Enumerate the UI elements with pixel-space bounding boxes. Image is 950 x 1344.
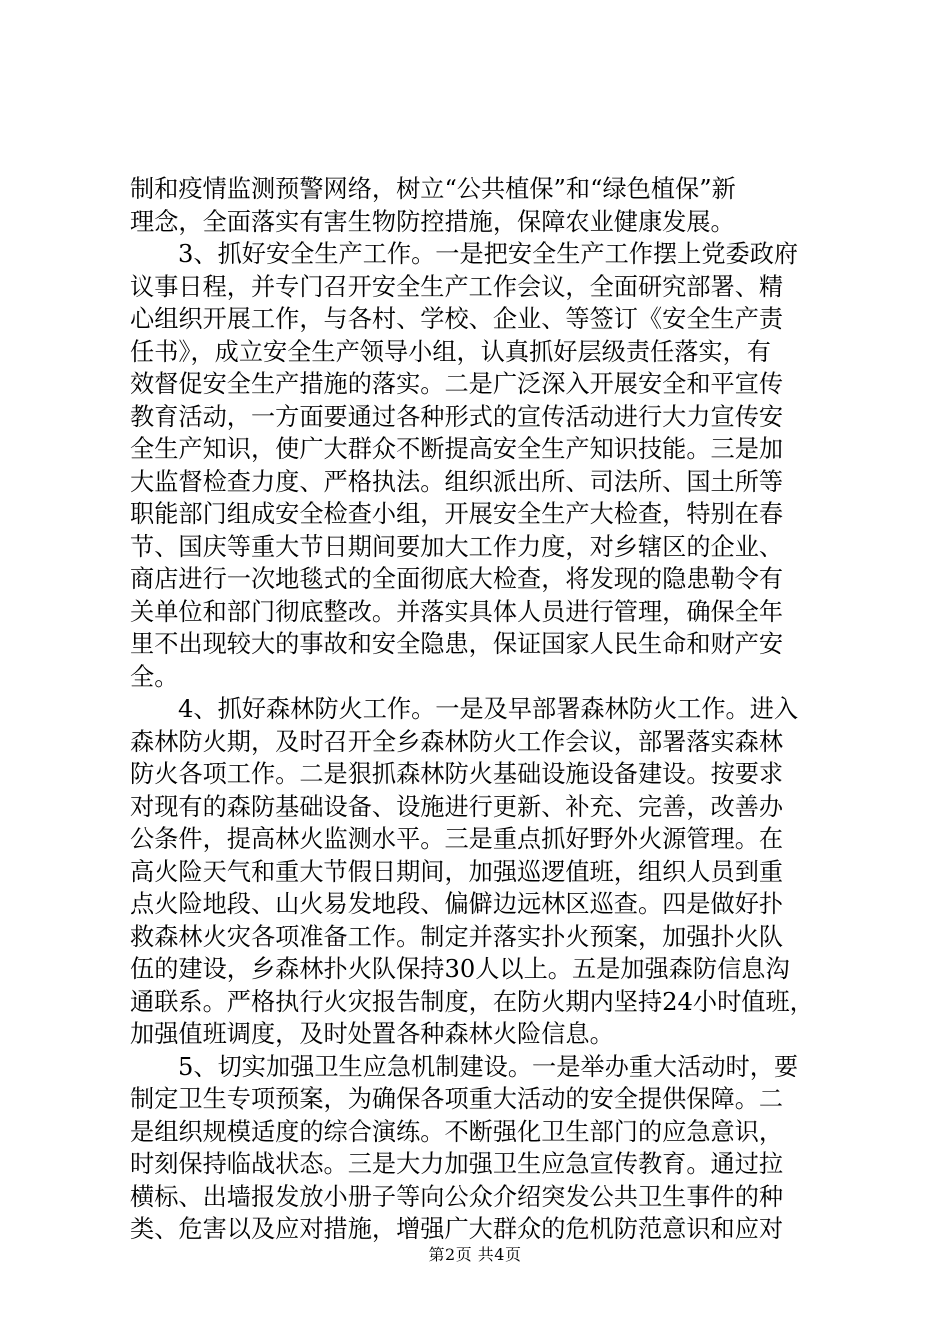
text-line: 效督促安全生产措施的落实。二是广泛深入开展安全和平宣传 [130, 370, 784, 398]
text-line: 防火各项工作。二是狠抓森林防火基础设施设备建设。按要求 [130, 760, 784, 788]
text-line: 教育活动，一方面要通过各种形式的宣传活动进行大力宣传安 [130, 402, 784, 431]
text-line: 加强值班调度，及时处置各种森林火险信息。 [130, 1020, 614, 1048]
text-line: 类、危害以及应对措施，增强广大群众的危机防范意识和应对 [130, 1215, 784, 1243]
text-line: 伍的建设，乡森林扑火队保持30人以上。五是加强森防信息沟 [130, 955, 790, 983]
text-line: 制和疫情监测预警网络，树立“公共植保”和“绿色植保”新 [130, 175, 736, 203]
text-line: 大监督检查力度、严格执法。组织派出所、司法所、国土所等 [130, 467, 784, 496]
page-number-footer: 第2页 共4页 [428, 1245, 522, 1264]
text-line: 议事日程，并专门召开安全生产工作会议，全面研究部署、精 [130, 272, 784, 301]
text-line: 理念，全面落实有害生物防控措施，保障农业健康发展。 [130, 207, 735, 236]
paragraph-3-start: 3、抓好安全生产工作。一是把安全生产工作摆上党委政府 [178, 240, 799, 268]
text-line: 全。 [130, 662, 179, 691]
text-line: 制定卫生专项预案，为确保各项重大活动的安全提供保障。二 [130, 1085, 784, 1113]
text-line: 时刻保持临战状态。三是大力加强卫生应急宣传教育。通过拉 [130, 1150, 784, 1178]
text-line: 点火险地段、山火易发地段、偏僻边远林区巡查。四是做好扑 [130, 890, 784, 918]
text-line: 全生产知识，使广大群众不断提高安全生产知识技能。三是加 [130, 435, 784, 463]
text-line: 横标、出墙报发放小册子等向公众介绍突发公共卫生事件的种 [130, 1182, 784, 1211]
text-line: 心组织开展工作，与各村、学校、企业、等签订《安全生产责 [130, 305, 784, 333]
text-line: 任书》，成立安全生产领导小组，认真抓好层级责任落实，有 [130, 337, 771, 366]
text-line: 商店进行一次地毯式的全面彻底大检查，将发现的隐患勒令有 [130, 565, 784, 593]
text-line: 节、国庆等重大节日期间要加大工作力度，对乡辖区的企业、 [130, 532, 784, 561]
text-line: 公条件，提高林火监测水平。三是重点抓好野外火源管理。在 [130, 825, 784, 853]
text-line: 森林防火期，及时召开全乡森林防火工作会议，部署落实森林 [130, 727, 784, 756]
text-line: 关单位和部门彻底整改。并落实具体人员进行管理，确保全年 [130, 597, 784, 626]
text-line: 是组织规模适度的综合演练。不断强化卫生部门的应急意识， [130, 1117, 784, 1146]
document-body [130, 173, 830, 1246]
text-line: 救森林火灾各项准备工作。制定并落实扑火预案，加强扑火队 [130, 922, 784, 951]
paragraph-5-start: 5、切实加强卫生应急机制建设。一是举办重大活动时，要 [178, 1052, 799, 1081]
text-line: 对现有的森防基础设备、设施进行更新、补充、完善，改善办 [130, 792, 784, 821]
text-line: 高火险天气和重大节假日期间，加强巡逻值班，组织人员到重 [130, 857, 784, 886]
text-line: 职能部门组成安全检查小组，开展安全生产大检查，特别在春 [130, 500, 784, 528]
text-line: 里不出现较大的事故和安全隐患，保证国家人民生命和财产安 [130, 630, 784, 658]
paragraph-4-start: 4、抓好森林防火工作。一是及早部署森林防火工作。进入 [178, 695, 799, 723]
text-line: 通联系。严格执行火灾报告制度，在防火期内坚持24小时值班， [130, 987, 814, 1016]
